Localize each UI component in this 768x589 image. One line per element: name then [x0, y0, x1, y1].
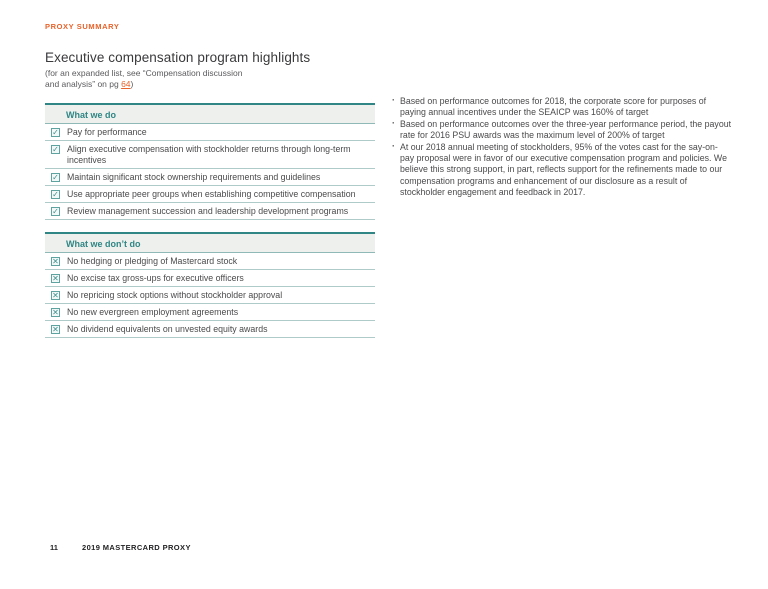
do-item-text: Review management succession and leadership development programs [67, 205, 349, 216]
table-row [45, 203, 375, 220]
table-row [45, 304, 375, 321]
bullet-icon: · [392, 117, 395, 128]
highlight-text: Based on performance outcomes over the three-year performance period, the payout rate for 2016 PSU awards was the maximum level of 200% of target [400, 118, 732, 141]
checkmark-icon: ✓ [52, 206, 59, 216]
list-item [390, 96, 732, 119]
subtitle-line2-pre: and analysis” on pg [45, 79, 122, 89]
table-row [45, 253, 375, 270]
do-item-text: Align executive compensation with stockholder returns through long-term incentives [67, 143, 351, 165]
checkmark-icon: ✓ [52, 172, 59, 182]
list-item [390, 142, 732, 199]
table-row [45, 321, 375, 338]
subtitle-line2-post: ) [130, 79, 134, 89]
x-mark-icon: ✕ [52, 307, 59, 317]
dont-item-text: No dividend equivalents on unvested equity awards [67, 323, 268, 334]
x-mark-icon: ✕ [52, 256, 59, 266]
subtitle-line1: (for an expanded list, see “Compensation discussion [45, 68, 243, 78]
dont-item-text: No new evergreen employment agreements [67, 306, 239, 317]
what-we-dont-do-header: What we don’t do [45, 232, 375, 253]
highlight-text: At our 2018 annual meeting of stockholders, 95% of the votes cast for the say-on-pay proposal were in favor of our executive compensation program and policies. We believe this strong support, in part, reflects support for the refinements made to our compensation programs and enhancement of our disclosure as a result of stockholder engagement and feedback in 2017. [400, 141, 727, 198]
table-row [45, 141, 375, 169]
checkmark-icon: ✓ [52, 127, 59, 137]
table-row [45, 186, 375, 203]
list-item [390, 119, 732, 142]
highlights-column [390, 96, 732, 199]
section-eyebrow: PROXY SUMMARY [45, 22, 120, 31]
x-mark-icon: ✕ [52, 290, 59, 300]
dont-item-text: No repricing stock options without stockholder approval [67, 289, 283, 300]
bullet-icon: · [392, 140, 395, 151]
policy-tables-column [45, 103, 375, 338]
dont-item-text: No excise tax gross-ups for executive officers [67, 272, 244, 283]
bullet-icon: · [392, 95, 395, 105]
highlights-list [390, 96, 732, 199]
table-row [45, 270, 375, 287]
what-we-do-table [45, 103, 375, 220]
page-number: 11 [50, 543, 58, 552]
page-title: Executive compensation program highlights [45, 50, 311, 65]
checkmark-icon: ✓ [52, 189, 59, 199]
table-row [45, 124, 375, 141]
what-we-dont-do-table [45, 232, 375, 338]
do-item-text: Maintain significant stock ownership requirements and guidelines [67, 171, 321, 182]
checkmark-icon: ✓ [52, 144, 59, 154]
subtitle [45, 68, 243, 90]
table-row [45, 287, 375, 304]
what-we-do-header: What we do [45, 103, 375, 124]
x-mark-icon: ✕ [52, 273, 59, 283]
dont-item-text: No hedging or pledging of Mastercard stock [67, 255, 238, 266]
do-item-text: Use appropriate peer groups when establishing competitive compensation [67, 188, 356, 199]
do-item-text: Pay for performance [67, 126, 147, 137]
table-row [45, 169, 375, 186]
highlight-text: Based on performance outcomes for 2018, the corporate score for purposes of paying annual incentives under the SEAICP was 160% of target [400, 96, 707, 118]
page-64-link[interactable]: 64 [121, 79, 131, 89]
footer-document-label: 2019 MASTERCARD PROXY [82, 543, 191, 552]
x-mark-icon: ✕ [52, 324, 59, 334]
